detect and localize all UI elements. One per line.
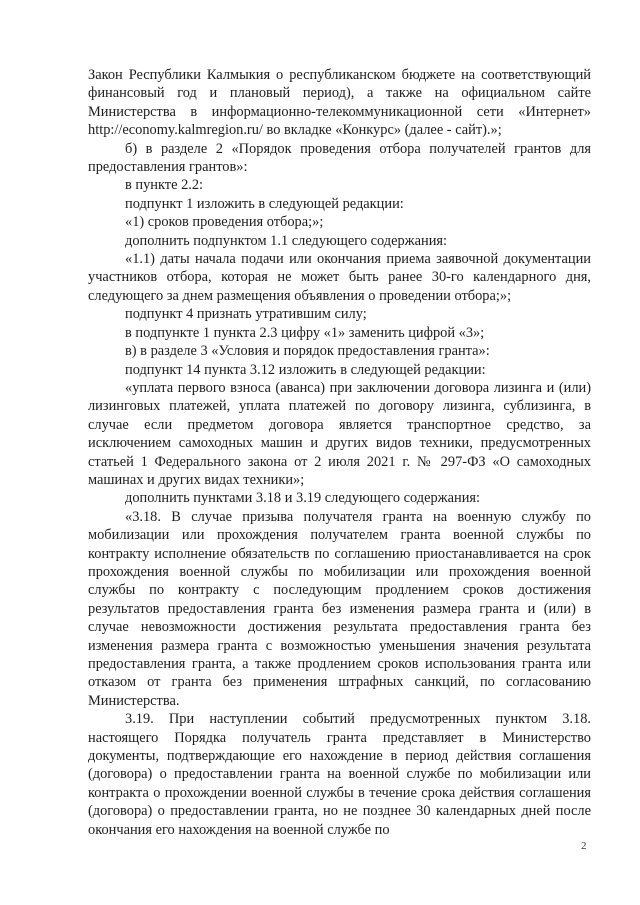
paragraph-section-2-amendment: б) в разделе 2 «Порядок проведения отбора получателей грантов для предоставления грантов»: xyxy=(88,140,591,176)
paragraph-add-subclause-1-1: дополнить подпунктом 1.1 следующего содержания: xyxy=(125,232,448,249)
paragraph-subclause-4-void: подпункт 4 признать утратившим силу; xyxy=(125,306,367,323)
paragraph-clause-2-3-digit: в подпункте 1 пункта 2.3 цифру «1» заменить цифрой «3»; xyxy=(125,324,485,341)
paragraph-subclause-14-edit: подпункт 14 пункта 3.12 изложить в следующей редакции: xyxy=(125,361,486,378)
paragraph-subclause-1-edit: подпункт 1 изложить в следующей редакции: xyxy=(125,195,404,212)
paragraph-clause-3-19: 3.19. При наступлении событий предусмотренных пунктом 3.18. настоящего Порядка получатель гранта представляет в Министерство документы, подтверждающие его нахождение в период действия соглашения (договора) о предоставлении гранта на военной службе по мобилизации или контракта о прохождении военной службы в течение срока действия соглашения (договора) о предоставлении гранта, но не позднее 30 календарных дней после окончания его нахождения на военной службе по xyxy=(88,711,591,838)
paragraph-clause-3-18: «3.18. В случае призыва получателя гранта на военную службу по мобилизации или прохождения получателем гранта военной службы по контракту исполнение обязательств по соглашению приостанавливается на срок прохождения военной службы по мобилизации или прохождения военной службы по контракту с последующим продлением сроков достижения результатов предоставления гранта без изменения размера гранта и (или) в случае невозможности достижения результата предоставления гранта без изменения размера гранта с возможностью уменьшения значения результата предоставления гранта, а также продлением сроков использования гранта или отказом от гранта без применения штрафных санкций, по согласованию Министерства. xyxy=(88,508,591,709)
document-body xyxy=(88,66,591,839)
paragraph-section-3-amendment: в) в разделе 3 «Условия и порядок предоставления гранта»: xyxy=(125,343,490,360)
paragraph-subclause-1-1-text: «1.1) даты начала подачи или окончания приема заявочной документации участников отбора, которая не может быть ранее 30-го календарного дня, следующего за днем размещения объявления о проведении отбора;»; xyxy=(88,251,591,304)
paragraph-budget-law-continuation: Закон Республики Калмыкия о республиканском бюджете на соответствующий финансовый год и плановый период), а также на официальном сайте Министерства в информационно-телекоммуникационной сети «Интернет» http://economy.kalmregion.ru/ во вкладке «Конкурс» (далее - сайт).»; xyxy=(88,67,591,139)
paragraph-leasing-payment-text: «уплата первого взноса (аванса) при заключении договора лизинга и (или) лизинговых платежей, уплата платежей по договору лизинга, сублизинга, в случае если предметом договора является транспортное средство, за исключением самоходных машин и других видов техники, предусмотренных статьей 1 Федерального закона от 2 июля 2021 г. № 297-ФЗ «О самоходных машинах и других видах техники»; xyxy=(88,379,591,488)
paragraph-add-clauses-3-18-3-19: дополнить пунктами 3.18 и 3.19 следующего содержания: xyxy=(125,490,481,507)
paragraph-subclause-1-text: «1) сроков проведения отбора;»; xyxy=(125,214,324,231)
page-number: 2 xyxy=(581,840,587,852)
paragraph-clause-2-2: в пункте 2.2: xyxy=(125,177,204,194)
